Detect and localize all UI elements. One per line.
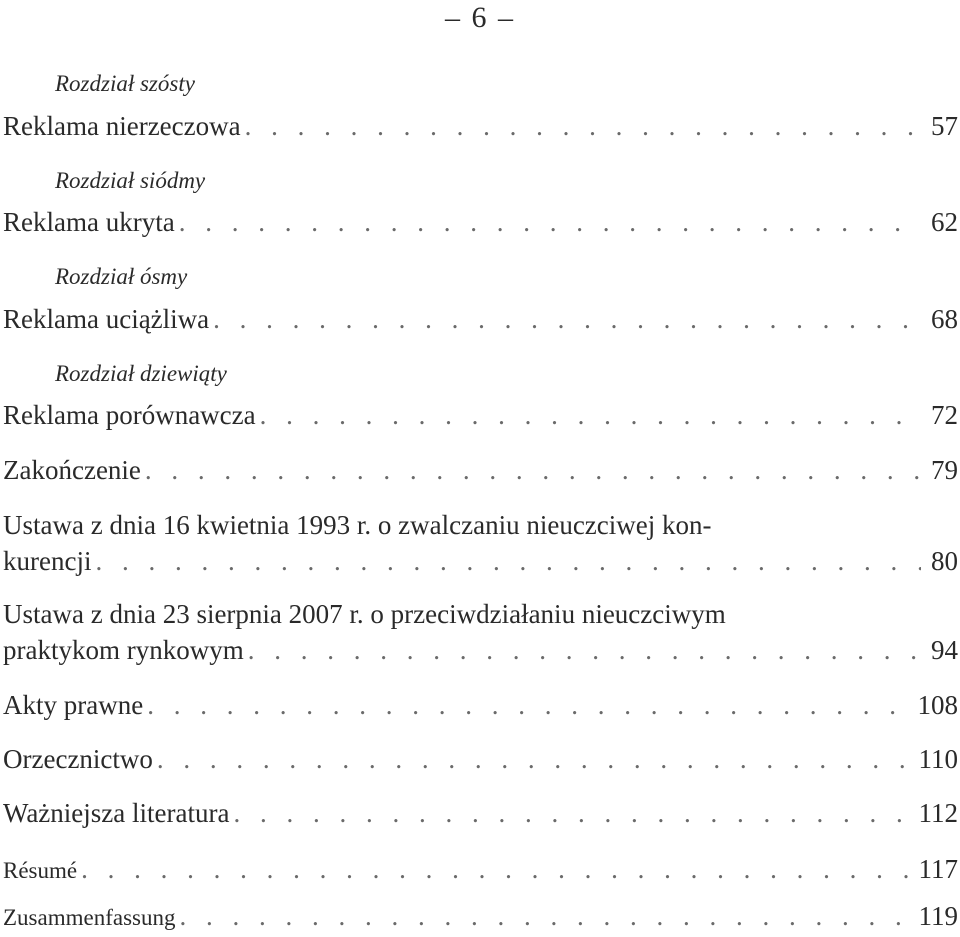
toc-entry-page: 94 — [931, 635, 958, 665]
toc-entry-page: 112 — [918, 798, 958, 828]
toc-entry — [3, 797, 958, 829]
toc-entry-title-line: Ustawa z dnia 16 kwietnia 1993 r. o zwalczaniu nieuczciwej kon- — [3, 510, 712, 540]
toc-entry-page: 79 — [931, 455, 958, 485]
toc-entry-title: Zusammenfassung — [3, 905, 176, 930]
chapter-label: Rozdział siódmy — [55, 168, 206, 193]
dot-leader — [145, 454, 921, 486]
toc-entry-title: kurencji — [3, 546, 92, 576]
toc-entry-title: Reklama porównawcza — [3, 400, 256, 430]
dot-leader — [213, 303, 921, 335]
toc-entry-title: Ważniejsza literatura — [3, 798, 230, 828]
dot-leader — [260, 399, 921, 431]
toc-entry-page: 80 — [931, 546, 958, 576]
toc-entry-title: Reklama uciążliwa — [3, 304, 210, 334]
toc-entry-conclusion — [3, 454, 958, 486]
toc-entry-title: Orzecznictwo — [3, 744, 153, 774]
toc-entry — [3, 399, 958, 431]
toc-entry-act-2007 — [3, 634, 958, 666]
toc-entry-title: Zakończenie — [3, 455, 141, 485]
dot-leader — [81, 853, 908, 885]
toc-entry-title: Reklama nierzeczowa — [3, 111, 241, 141]
toc-entry — [3, 743, 958, 775]
dot-leader — [157, 743, 909, 775]
toc-entry-title: praktykom rynkowym — [3, 635, 244, 665]
toc-entry-page: 57 — [931, 111, 958, 141]
toc-entry — [3, 900, 958, 934]
dot-leader — [179, 900, 908, 932]
dot-leader — [147, 689, 907, 721]
toc-entry-page: 62 — [931, 207, 958, 237]
toc-entry — [3, 853, 958, 887]
toc-entry-page: 117 — [918, 854, 958, 884]
toc-entry-title-line: Ustawa z dnia 23 sierpnia 2007 r. o przeciwdziałaniu nieuczciwym — [3, 599, 726, 629]
toc-entry-page: 119 — [918, 901, 958, 931]
dot-leader — [245, 110, 921, 142]
toc-entry — [3, 206, 958, 238]
chapter-label: Rozdział dziewiąty — [55, 361, 227, 386]
dot-leader — [248, 634, 921, 666]
dot-leader — [95, 545, 921, 577]
chapter-label: Rozdział szósty — [55, 71, 195, 96]
toc-entry-page: 68 — [931, 304, 958, 334]
toc-entry-page: 110 — [918, 744, 958, 774]
dot-leader — [179, 206, 921, 238]
toc-entry — [3, 110, 958, 142]
toc-entry — [3, 689, 958, 721]
toc-entry-title: Akty prawne — [3, 690, 144, 720]
toc-entry — [3, 303, 958, 335]
toc-entry-page: 108 — [917, 690, 958, 720]
toc-entry-title: Résumé — [3, 858, 78, 883]
toc-entry-page: 72 — [931, 400, 958, 430]
dot-leader — [233, 797, 908, 829]
chapter-label: Rozdział ósmy — [55, 264, 188, 289]
page-number: – 6 – — [445, 1, 515, 34]
toc-entry-title: Reklama ukryta — [3, 207, 175, 237]
toc-entry-act-1993 — [3, 545, 958, 577]
